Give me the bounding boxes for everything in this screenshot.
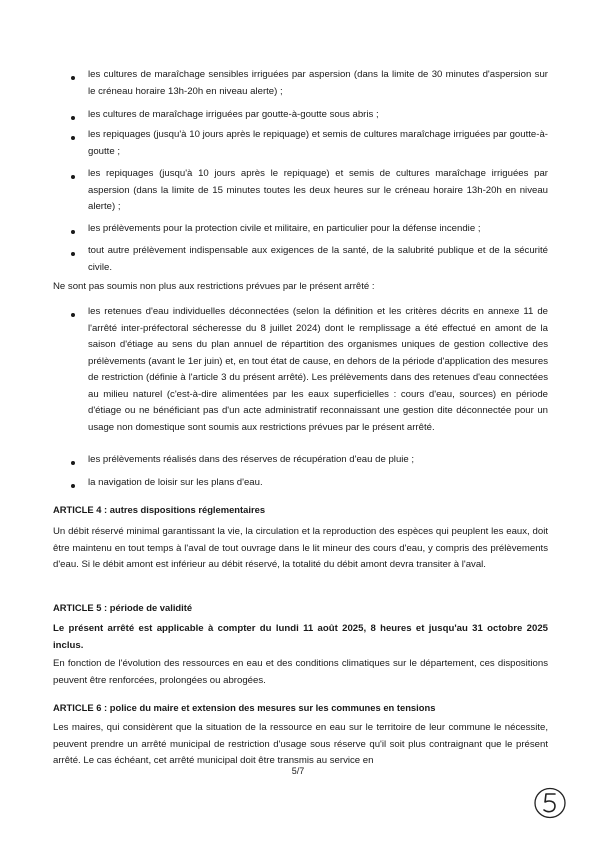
bullet-dot bbox=[71, 76, 75, 80]
bullet-dot bbox=[71, 313, 75, 317]
article5-body: En fonction de l'évolution des ressources en eau et des conditions climatiques sur le département, ces dispositions peuvent être renforcées, prolongées ou abrogées. bbox=[53, 658, 548, 686]
article5-validity: Le présent arrêté est applicable à compter du lundi 11 août 2025, 8 heures et jusqu'au 31 octobre 2025 inclus. bbox=[53, 623, 548, 651]
bullet-dot bbox=[71, 136, 75, 140]
article6-title: ARTICLE 6 : police du maire et extension des mesures sur les communes en tensions bbox=[53, 702, 436, 713]
handwritten-mark bbox=[533, 786, 567, 820]
bullet-text: les prélèvements réalisés dans des réserves de récupération d'eau de pluie ; bbox=[88, 454, 415, 465]
page-number: 5/7 bbox=[291, 766, 305, 776]
bullet-dot bbox=[71, 461, 75, 465]
bullet-dot bbox=[71, 175, 75, 179]
bullet-dot bbox=[71, 484, 75, 488]
bullet-text: les prélèvements pour la protection civile et militaire, en particulier pour la défense incendie ; bbox=[88, 223, 481, 234]
bullet-text: les cultures de maraîchage irriguées par goutte-à-goutte sous abris ; bbox=[88, 109, 379, 120]
paragraph-intro: Ne sont pas soumis non plus aux restrictions prévues par le présent arrêté : bbox=[53, 281, 375, 292]
bullet-dot bbox=[71, 116, 75, 120]
bullet-text: tout autre prélèvement indispensable aux exigences de la santé, de la salubrité publique et de la sécurité civile. bbox=[88, 245, 548, 273]
article4-body: Un débit réservé minimal garantissant la vie, la circulation et la reproduction des espèces qui peuplent les eaux, doit être maintenu en tout temps à l'aval de tout ouvrage dans le lit mineur des cours d'eau, y compris des prélèvements d'eau. Si le débit amont est inférieur au débit réservé, la totalité du débit amont devra transiter à l'aval. bbox=[53, 526, 548, 570]
bullet-text: les repiquages (jusqu'à 10 jours après le repiquage) et semis de cultures maraîchage irriguées par goutte-à-goutte ; bbox=[88, 129, 548, 157]
bullet-dot bbox=[71, 230, 75, 234]
article4-title: ARTICLE 4 : autres dispositions réglementaires bbox=[53, 504, 266, 515]
bullet-dot bbox=[71, 252, 75, 256]
bullet-text: les retenues d'eau individuelles déconnectées (selon la définition et les critères décrits en annexe 11 de l'arrêté inter-préfectoral sécheresse du 8 juillet 2024) dont le remplissage a été effectué en amont de la saison d'étiage au sens du plan annuel de répartition des organismes uniques de gestion collective des prélèvements (avant le 1er juin) et, en tout état de cause, en dehors de la période d'application des mesures de restriction (définie à l'article 3 du présent arrêté). Les prélèvements dans des retenues d'eau connectées au milieu naturel (c'est-à-dire alimentées par les eaux superficielles : cours d'eau, sources) en période d'étiage ou ne bénéficiant pas d'un acte administratif reconnaissant une gestion dite déconnectée pour un usage non domestique sont soumis aux restrictions prévues par le présent arrêté. bbox=[88, 306, 548, 433]
article5-title: ARTICLE 5 : période de validité bbox=[53, 602, 193, 613]
bullet-text: les repiquages (jusqu'à 10 jours après le repiquage) et semis de cultures maraîchage irriguées par aspersion (dans la limite de 15 minutes toutes les deux heures sur le créneau horaire 13h-20h en niveau alerte) ; bbox=[88, 168, 548, 212]
bullet-text: les cultures de maraîchage sensibles irriguées par aspersion (dans la limite de 30 minutes d'aspersion sur le créneau horaire 13h-20h en niveau alerte) ; bbox=[88, 69, 548, 97]
bullet-text: la navigation de loisir sur les plans d'eau. bbox=[88, 477, 263, 488]
article6-body: Les maires, qui considèrent que la situation de la ressource en eau sur le territoire de leur commune le nécessite, peuvent prendre un arrêté municipal de restriction d'usage sous réserve qu'il soit plus contraignant que le présent arrêté. Le cas échéant, cet arrêté municipal doit être transmis au service en bbox=[53, 722, 548, 766]
